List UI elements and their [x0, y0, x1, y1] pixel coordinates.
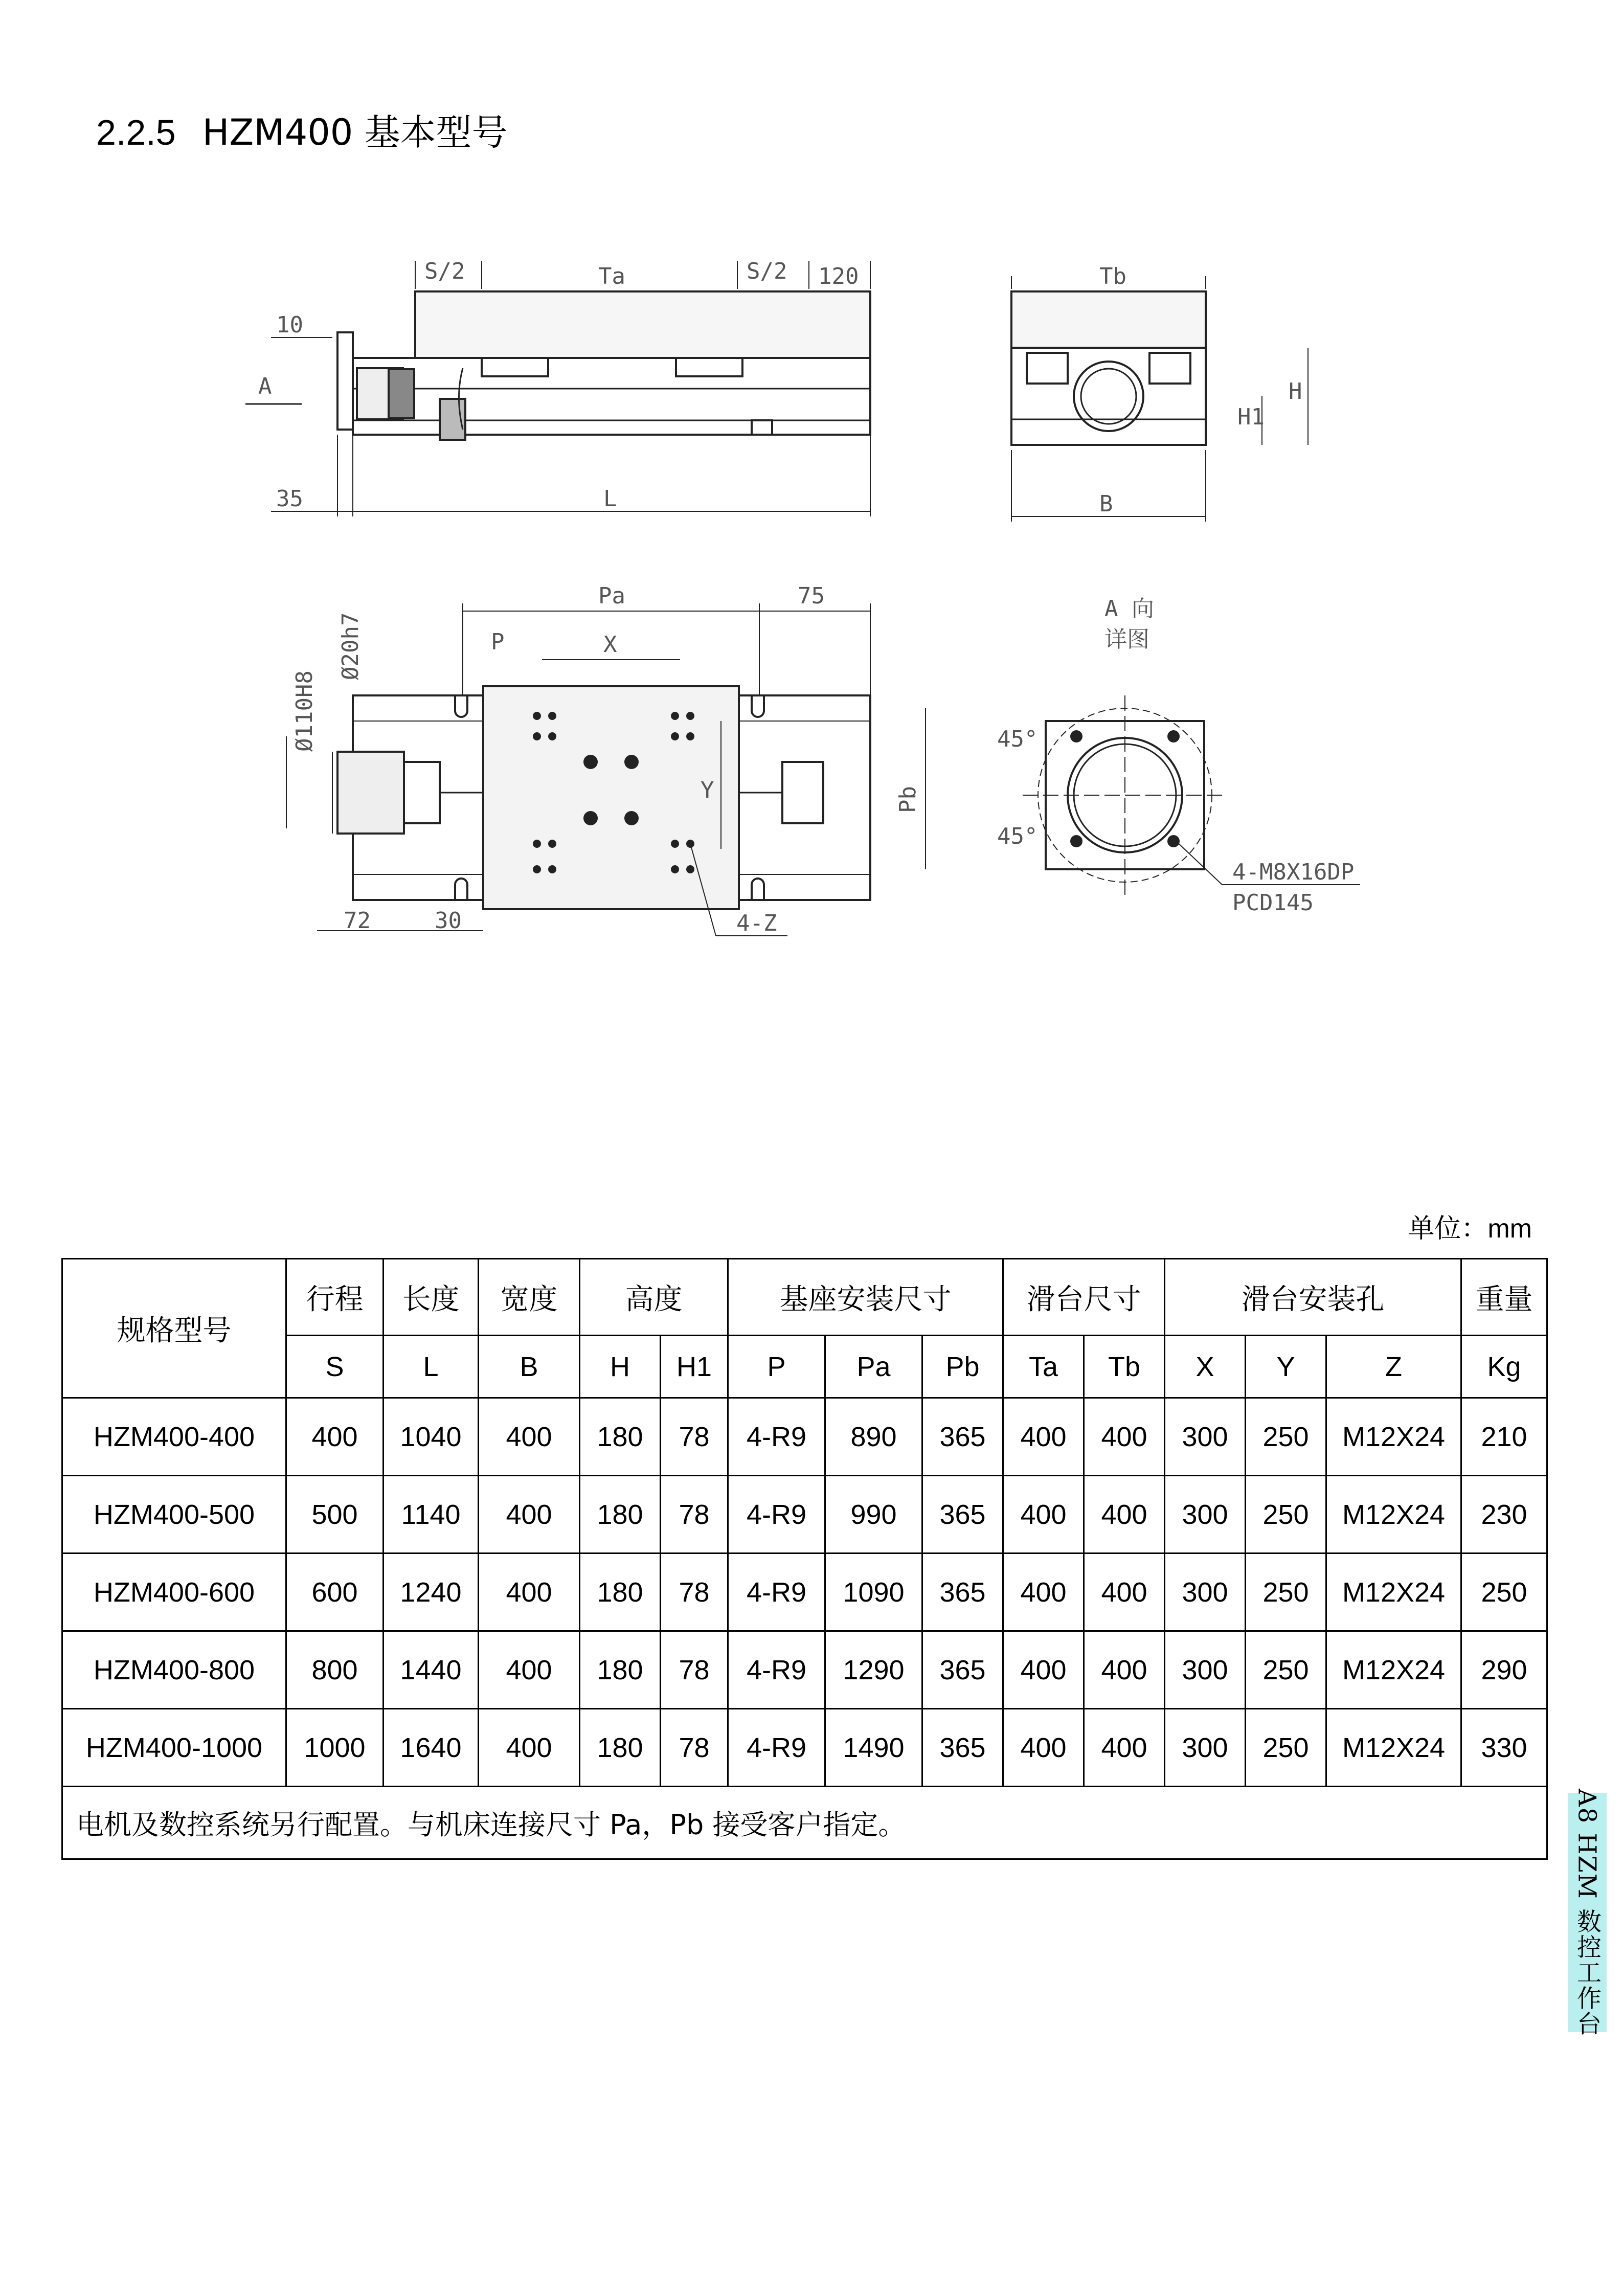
cell: 78 — [661, 1476, 728, 1554]
cell: 78 — [661, 1709, 728, 1787]
cell: 250 — [1246, 1398, 1326, 1476]
cell: 1490 — [825, 1709, 922, 1787]
table-row — [62, 1631, 1547, 1709]
cell: 300 — [1165, 1709, 1246, 1787]
cell: 365 — [922, 1554, 1003, 1631]
label-angle-bottom: 45° — [997, 823, 1038, 849]
header-model: 规格型号 — [62, 1259, 286, 1398]
header-sym: Pa — [825, 1336, 922, 1398]
label-detail-a-1: A 向 — [1104, 596, 1154, 622]
label-dia-20: Ø20h7 — [337, 612, 364, 680]
cell: HZM400-400 — [62, 1398, 286, 1476]
header-width: 宽度 — [479, 1259, 580, 1336]
cell: 300 — [1165, 1398, 1246, 1476]
cell: 1240 — [384, 1554, 479, 1631]
table-row — [62, 1709, 1547, 1787]
header-stroke: 行程 — [286, 1259, 384, 1336]
header-sym: Z — [1326, 1336, 1461, 1398]
cell: 300 — [1165, 1554, 1246, 1631]
cell: 1640 — [384, 1709, 479, 1787]
cell: 250 — [1246, 1554, 1326, 1631]
label-pb: Pb — [895, 786, 921, 813]
technical-drawing — [0, 0, 1624, 1023]
cell: 400 — [1084, 1631, 1165, 1709]
table-row — [62, 1476, 1547, 1554]
cell: 400 — [479, 1398, 580, 1476]
header-sym: P — [728, 1336, 825, 1398]
label-35: 35 — [276, 486, 303, 512]
label-ta: Ta — [598, 263, 625, 289]
cell: 1140 — [384, 1476, 479, 1554]
cell: 365 — [922, 1709, 1003, 1787]
cell: 230 — [1461, 1476, 1547, 1554]
header-sym: Pb — [922, 1336, 1003, 1398]
cell: 300 — [1165, 1476, 1246, 1554]
section-title: HZM400 基本型号 — [202, 111, 508, 153]
cell: 365 — [922, 1631, 1003, 1709]
cell: 890 — [825, 1398, 922, 1476]
label-detail-a-2: 详图 — [1104, 626, 1149, 652]
cell: 365 — [922, 1476, 1003, 1554]
spec-table — [61, 1258, 1548, 1860]
cell: 500 — [286, 1476, 384, 1554]
cell: 4-R9 — [728, 1554, 825, 1631]
cell: M12X24 — [1326, 1709, 1461, 1787]
header-sym: X — [1165, 1336, 1246, 1398]
side-tab — [1568, 1788, 1607, 2037]
label-30: 30 — [435, 908, 462, 934]
label-tb: Tb — [1099, 263, 1126, 289]
label-b: B — [1099, 491, 1113, 517]
cell: 400 — [479, 1554, 580, 1631]
cell: 1090 — [825, 1554, 922, 1631]
cell: 600 — [286, 1554, 384, 1631]
cell: M12X24 — [1326, 1398, 1461, 1476]
cell: 400 — [1003, 1709, 1084, 1787]
cell: 250 — [1461, 1554, 1547, 1631]
table-note: 电机及数控系统另行配置。与机床连接尺寸 Pa，Pb 接受客户指定。 — [62, 1787, 1547, 1859]
cell: M12X24 — [1326, 1631, 1461, 1709]
cell: M12X24 — [1326, 1554, 1461, 1631]
header-weight: 重量 — [1461, 1259, 1547, 1336]
cell: 800 — [286, 1631, 384, 1709]
cell: 180 — [580, 1476, 661, 1554]
header-length: 长度 — [384, 1259, 479, 1336]
label-l: L — [603, 486, 617, 512]
side-view-table — [1011, 291, 1206, 348]
label-y: Y — [701, 777, 714, 803]
cell: 400 — [479, 1709, 580, 1787]
cell: 290 — [1461, 1631, 1547, 1709]
label-120: 120 — [818, 263, 859, 289]
cell: 400 — [1003, 1476, 1084, 1554]
side-tab-label: A8 HZM 数控工作台 — [1572, 1788, 1602, 2037]
cell: 400 — [1084, 1709, 1165, 1787]
front-view-base — [353, 358, 870, 435]
cell: 250 — [1246, 1631, 1326, 1709]
label-x: X — [603, 632, 617, 658]
label-s-half-right: S/2 — [747, 258, 787, 284]
cell: 330 — [1461, 1709, 1547, 1787]
cell: 210 — [1461, 1398, 1547, 1476]
cell: 400 — [1084, 1398, 1165, 1476]
header-slide-holes: 滑台安装孔 — [1165, 1259, 1461, 1336]
cell: M12X24 — [1326, 1476, 1461, 1554]
cell: 400 — [479, 1476, 580, 1554]
cell: 1040 — [384, 1398, 479, 1476]
cell: 365 — [922, 1398, 1003, 1476]
cell: 78 — [661, 1398, 728, 1476]
table-row — [62, 1398, 1547, 1476]
cell: 180 — [580, 1398, 661, 1476]
label-thread: 4-M8X16DP — [1232, 859, 1355, 885]
label-dia-110: Ø110H8 — [291, 670, 318, 752]
cell: 400 — [1003, 1631, 1084, 1709]
label-10: 10 — [276, 312, 303, 338]
header-base-mount: 基座安装尺寸 — [728, 1259, 1003, 1336]
motor-flange — [337, 332, 353, 430]
cell: 4-R9 — [728, 1709, 825, 1787]
label-angle-top: 45° — [997, 726, 1038, 752]
cell: 250 — [1246, 1476, 1326, 1554]
cell: HZM400-800 — [62, 1631, 286, 1709]
cell: 180 — [580, 1554, 661, 1631]
header-sym: Ta — [1003, 1336, 1084, 1398]
cell: 180 — [580, 1631, 661, 1709]
section-number: 2.2.5 — [96, 112, 176, 152]
cell: 400 — [1003, 1398, 1084, 1476]
cell: 4-R9 — [728, 1476, 825, 1554]
header-sym: L — [384, 1336, 479, 1398]
cell: 990 — [825, 1476, 922, 1554]
cell: 4-R9 — [728, 1398, 825, 1476]
label-72: 72 — [344, 908, 371, 934]
cell: 250 — [1246, 1709, 1326, 1787]
cell: 400 — [1003, 1554, 1084, 1631]
label-75: 75 — [798, 583, 825, 609]
label-4z: 4-Z — [736, 910, 777, 936]
label-view-a: A — [258, 373, 272, 399]
header-row-cn — [62, 1259, 1547, 1336]
header-sym: B — [479, 1336, 580, 1398]
front-view-table — [415, 291, 870, 358]
cell: 300 — [1165, 1631, 1246, 1709]
cell: 78 — [661, 1631, 728, 1709]
header-sym: Kg — [1461, 1336, 1547, 1398]
cell: 1000 — [286, 1709, 384, 1787]
side-view-motor-bore — [1074, 362, 1143, 431]
header-sym: H1 — [661, 1336, 728, 1398]
cell: 4-R9 — [728, 1631, 825, 1709]
cell: 400 — [1084, 1554, 1165, 1631]
header-sym: S — [286, 1336, 384, 1398]
cell: 400 — [286, 1398, 384, 1476]
cell: 78 — [661, 1554, 728, 1631]
table-row — [62, 1554, 1547, 1631]
header-sym: Tb — [1084, 1336, 1165, 1398]
header-sym: Y — [1246, 1336, 1326, 1398]
label-h1: H1 — [1237, 404, 1265, 430]
label-pa: Pa — [598, 583, 625, 609]
label-s-half-left: S/2 — [424, 258, 465, 284]
label-h: H — [1289, 378, 1302, 404]
cell: HZM400-500 — [62, 1476, 286, 1554]
cell: 400 — [1084, 1476, 1165, 1554]
cell: HZM400-1000 — [62, 1709, 286, 1787]
label-pcd: PCD145 — [1232, 890, 1314, 916]
note-row — [62, 1787, 1547, 1859]
cell: 180 — [580, 1709, 661, 1787]
unit-label: 单位：mm — [1408, 1214, 1532, 1244]
cell: HZM400-600 — [62, 1554, 286, 1631]
cell: 1290 — [825, 1631, 922, 1709]
cell: 400 — [479, 1631, 580, 1709]
header-sym: H — [580, 1336, 661, 1398]
label-p: P — [491, 629, 505, 655]
header-slide-size: 滑台尺寸 — [1003, 1259, 1165, 1336]
header-height: 高度 — [580, 1259, 728, 1336]
cell: 1440 — [384, 1631, 479, 1709]
